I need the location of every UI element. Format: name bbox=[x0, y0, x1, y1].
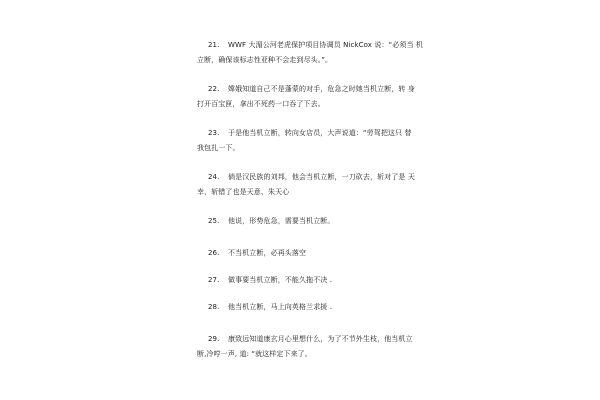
item-number: 23. bbox=[208, 129, 220, 137]
item-number: 28. bbox=[208, 303, 220, 311]
item-text: 倘是汉民族的刘邦，他会当机立断，一刀砍去，斩对了是 天 bbox=[228, 173, 415, 181]
item-text: 他说，形势危急，需要当机立断。 bbox=[228, 217, 335, 225]
item-text: 康致远知道康玄月心里想什么，为了不节外生枝，他当机立 bbox=[228, 335, 413, 343]
item-text-continued: 我包扎一下。 bbox=[197, 144, 240, 152]
item-number: 26. bbox=[208, 249, 220, 257]
item-text-continued: 幸，斩错了也是天意、朱天心 bbox=[197, 188, 290, 196]
item-number: 24. bbox=[208, 173, 220, 181]
list-item bbox=[197, 214, 409, 229]
item-text-continued: 断,冷哼一声, 道: “就这样定下来了。 bbox=[197, 350, 312, 358]
list-item bbox=[197, 332, 413, 362]
list-item bbox=[197, 126, 412, 156]
list-item bbox=[197, 82, 415, 112]
item-text: WWF 大湄公河老虎保护项目协调员 NickCox 说：“必须当 机 bbox=[228, 41, 423, 49]
item-number: 27. bbox=[208, 276, 220, 284]
item-text-continued: 打开百宝匣，拿出不死药一口吞了下去。 bbox=[197, 100, 325, 108]
list-item bbox=[197, 300, 409, 315]
item-text: 他当机立断，马上向英格兰求援 . bbox=[228, 303, 333, 311]
list-item bbox=[197, 273, 409, 288]
list-item bbox=[197, 170, 415, 200]
item-text: 嫦娥知道自己不是蓬蒙的对手，危急之时她当机立断，转 身 bbox=[228, 85, 415, 93]
item-number: 25. bbox=[208, 217, 220, 225]
list-item bbox=[197, 38, 423, 68]
item-text: 做事要当机立断，不能久拖不决 . bbox=[228, 276, 333, 284]
item-number: 22. bbox=[208, 85, 220, 93]
list-item bbox=[197, 246, 409, 261]
item-text: 于是他当机立断，转向女店员，大声说道：“劳驾把这只 替 bbox=[228, 129, 412, 137]
item-text: 不当机立断，必再头落空 bbox=[228, 249, 307, 257]
item-number: 21. bbox=[208, 41, 220, 49]
item-text-continued: 立断，确保该标志性亚种不会走到尽头。”。 bbox=[197, 56, 333, 64]
item-number: 29. bbox=[208, 335, 220, 343]
